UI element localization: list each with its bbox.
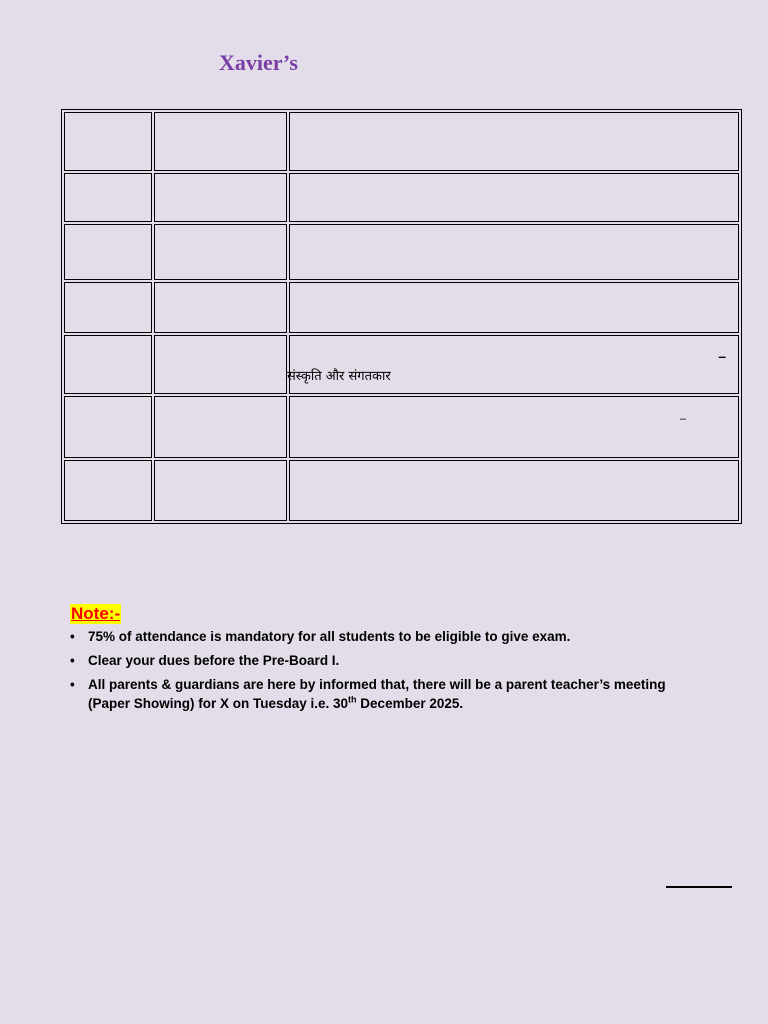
exam-schedule-table — [61, 109, 742, 524]
table-cell — [289, 460, 739, 521]
note-section — [70, 604, 710, 718]
dash-mark: – — [718, 347, 726, 364]
dash-mark: – — [679, 413, 686, 426]
table-cell — [64, 460, 152, 521]
table-cell — [154, 224, 287, 279]
table-row — [64, 282, 739, 333]
table-row — [64, 460, 739, 521]
table-cell — [154, 173, 287, 222]
table-cell — [64, 282, 152, 333]
table-row — [64, 173, 739, 222]
list-item — [70, 651, 710, 670]
table-cell — [289, 173, 739, 222]
list-item — [70, 675, 710, 713]
table-cell — [154, 396, 287, 457]
bullet-icon: • — [70, 677, 75, 692]
bullet-icon: • — [70, 629, 75, 644]
table-cell — [154, 460, 287, 521]
table-cell — [64, 112, 152, 171]
table-cell — [64, 224, 152, 279]
ordinal-suffix: th — [348, 694, 357, 705]
note-ptm-text-main: All parents & guardians are here by informed that, there will be a parent teacher’s meeting (Paper Showing) for X on Tuesday i.e. 30 — [88, 677, 666, 711]
table-cell — [64, 396, 152, 457]
table-cell — [154, 112, 287, 171]
note-attendance-text: 75% of attendance is mandatory for all students to be eligible to give exam. — [88, 629, 571, 644]
note-label: Note:- — [71, 604, 121, 623]
table-cell — [289, 282, 739, 333]
note-ptm-text-end: December 2025. — [356, 696, 464, 711]
table-cell — [289, 224, 739, 279]
table-cell — [289, 112, 739, 171]
table-row — [64, 335, 739, 394]
table-cell — [154, 282, 287, 333]
signature-line — [666, 886, 732, 888]
bullet-icon: • — [70, 653, 75, 668]
note-list — [70, 627, 710, 713]
table-row — [64, 396, 739, 457]
table-row — [64, 224, 739, 279]
table-cell — [289, 396, 739, 457]
note-dues-text: Clear your dues before the Pre-Board I. — [88, 653, 340, 668]
table-cell — [64, 335, 152, 394]
table-cell — [154, 335, 287, 394]
school-title: Xavier’s — [219, 50, 298, 75]
table-cell — [64, 173, 152, 222]
hindi-chapter-text: संस्कृति और संगतकार — [287, 368, 391, 384]
table-cell — [289, 335, 739, 394]
note-ptm-text — [88, 677, 666, 711]
list-item — [70, 627, 710, 646]
table-row — [64, 112, 739, 171]
